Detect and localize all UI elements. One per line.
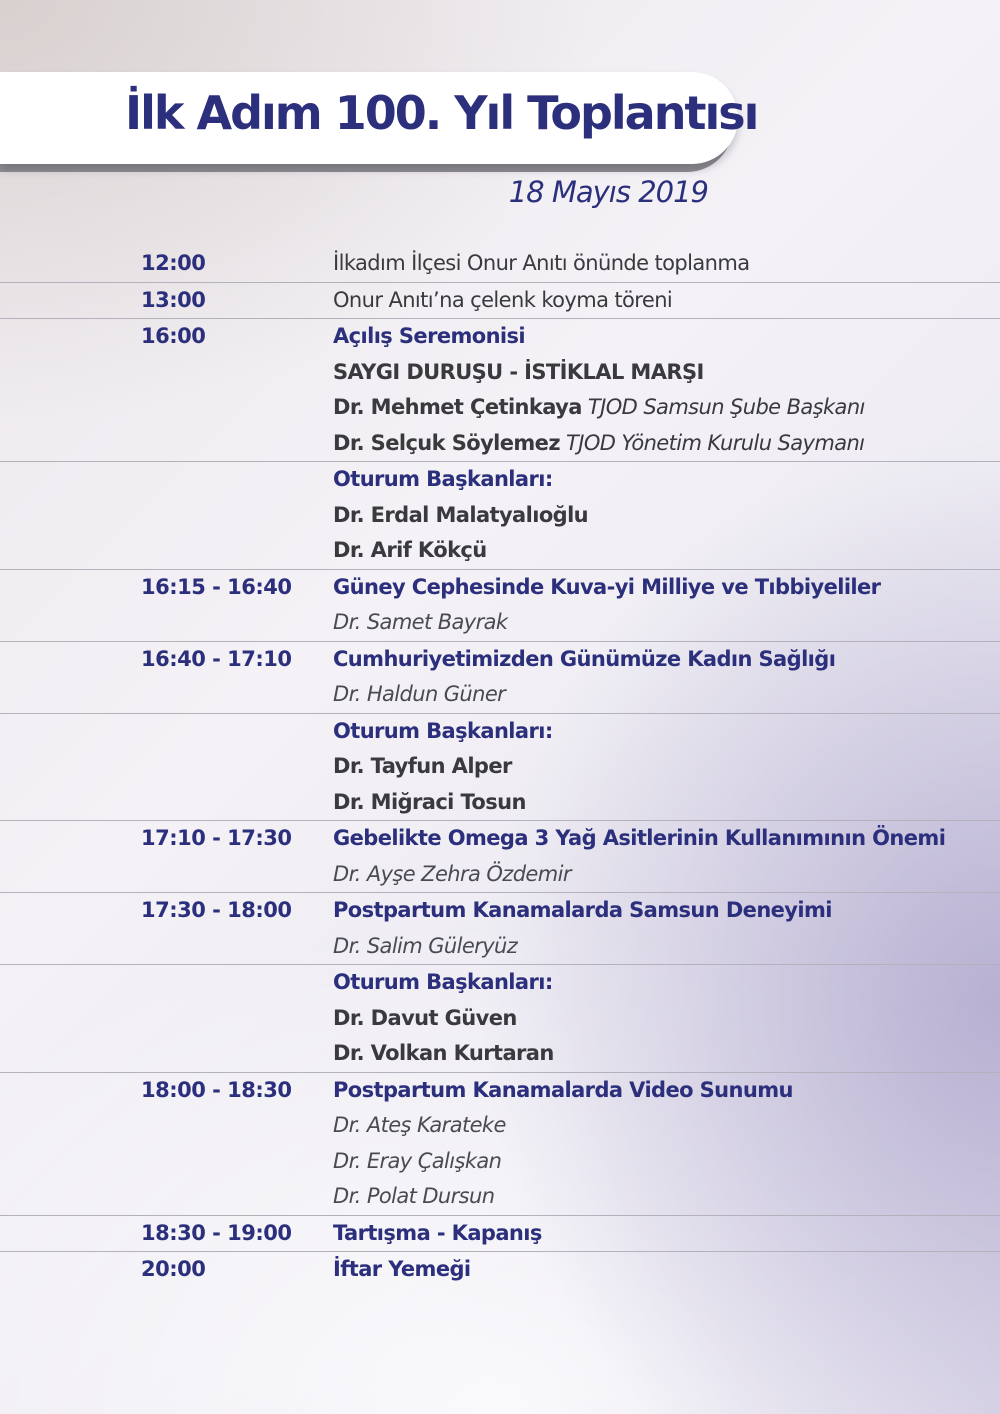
- participant-name: Dr. Volkan Kurtaran: [333, 1041, 554, 1065]
- session-title: Oturum Başkanları:: [333, 718, 553, 743]
- schedule-line: [0, 1179, 1000, 1215]
- schedule-line: [0, 426, 1000, 462]
- session-title: Gebelikte Omega 3 Yağ Asitlerinin Kullanımının Önemi: [333, 826, 946, 850]
- schedule-row: [0, 714, 1000, 822]
- schedule-row: [0, 1216, 1000, 1253]
- session-title: Açılış Seremonisi: [333, 324, 526, 348]
- speaker-name: Dr. Samet Bayrak: [333, 610, 508, 634]
- activity-text: İlkadım İlçesi Onur Anıtı önünde toplanma: [333, 251, 750, 275]
- schedule-line: [0, 498, 1000, 534]
- participant-name: SAYGI DURUŞU - İSTİKLAL MARŞI: [333, 359, 704, 384]
- schedule-line: [0, 677, 1000, 713]
- schedule-row: [0, 462, 1000, 570]
- schedule-row: [0, 1073, 1000, 1216]
- schedule-row: [0, 319, 1000, 462]
- session-title: Postpartum Kanamalarda Video Sunumu: [333, 1077, 793, 1102]
- schedule-line: [0, 462, 1000, 498]
- page-title: İlk Adım 100. Yıl Toplantısı: [125, 86, 758, 140]
- schedule-line: [0, 1108, 1000, 1144]
- schedule-line: [0, 246, 1000, 282]
- schedule-line: [0, 714, 1000, 750]
- session-time: 18:00 - 18:30: [141, 1077, 292, 1102]
- schedule-row: [0, 893, 1000, 965]
- session-title: Oturum Başkanları:: [333, 467, 553, 491]
- speaker-entry: [333, 390, 865, 426]
- schedule-line: [0, 390, 1000, 426]
- speaker-name: Dr. Salim Güleryüz: [333, 933, 518, 958]
- activity-text: Onur Anıtı’na çelenk koyma töreni: [333, 287, 673, 312]
- schedule-row: [0, 246, 1000, 283]
- session-title: Postpartum Kanamalarda Samsun Deneyimi: [333, 898, 832, 922]
- session-time: 20:00: [141, 1257, 206, 1281]
- session-time: 13:00: [141, 287, 206, 312]
- schedule-row: [0, 283, 1000, 320]
- session-title: Cumhuriyetimizden Günümüze Kadın Sağlığı: [333, 646, 836, 671]
- schedule-line: [0, 1036, 1000, 1072]
- schedule-line: [0, 570, 1000, 606]
- participant-name: Dr. Erdal Malatyalıoğlu: [333, 502, 589, 527]
- participant-name: Dr. Davut Güven: [333, 1005, 517, 1030]
- session-time: 17:10 - 17:30: [141, 826, 292, 850]
- speaker-role: TJOD Yönetim Kurulu Saymanı: [566, 430, 865, 455]
- session-time: 16:00: [141, 324, 206, 348]
- session-time: 16:15 - 16:40: [141, 574, 292, 599]
- session-title: İftar Yemeği: [333, 1257, 471, 1281]
- speaker-name: Dr. Ateş Karateke: [333, 1113, 506, 1137]
- speaker-name: Dr. Eray Çalışkan: [333, 1148, 502, 1173]
- schedule-line: [0, 965, 1000, 1001]
- schedule-line: [0, 1252, 1000, 1288]
- schedule-row: [0, 1252, 1000, 1288]
- schedule-line: [0, 785, 1000, 821]
- schedule-row: [0, 821, 1000, 893]
- schedule-line: [0, 533, 1000, 569]
- speaker-entry: [333, 426, 864, 462]
- session-title: Güney Cephesinde Kuva-yi Milliye ve Tıbbiyeliler: [333, 574, 881, 599]
- speaker-role: TJOD Samsun Şube Başkanı: [587, 395, 865, 419]
- schedule-line: [0, 821, 1000, 857]
- schedule-line: [0, 642, 1000, 678]
- schedule-line: [0, 929, 1000, 965]
- schedule-line: [0, 893, 1000, 929]
- schedule-line: [0, 605, 1000, 641]
- schedule-line: [0, 1001, 1000, 1037]
- schedule-line: [0, 1216, 1000, 1252]
- speaker-name: Dr. Haldun Güner: [333, 682, 506, 706]
- event-date: 18 Mayıs 2019: [508, 175, 708, 209]
- schedule-line: [0, 1073, 1000, 1109]
- speaker-name: Dr. Ayşe Zehra Özdemir: [333, 861, 571, 886]
- schedule-line: [0, 749, 1000, 785]
- session-title: Oturum Başkanları:: [333, 970, 553, 994]
- session-time: 17:30 - 18:00: [141, 898, 292, 922]
- speaker-name: Dr. Polat Dursun: [333, 1184, 495, 1208]
- schedule-line: [0, 1144, 1000, 1180]
- schedule-line: [0, 319, 1000, 355]
- session-time: 16:40 - 17:10: [141, 646, 292, 671]
- schedule-row: [0, 965, 1000, 1073]
- participant-name: Dr. Arif Kökçü: [333, 538, 487, 562]
- speaker-name: Dr. Selçuk Söylemez: [333, 430, 560, 455]
- schedule-line: [0, 355, 1000, 391]
- schedule-row: [0, 570, 1000, 642]
- schedule-line: [0, 283, 1000, 319]
- session-time: 12:00: [141, 251, 206, 275]
- session-time: 18:30 - 19:00: [141, 1220, 292, 1245]
- speaker-name: Dr. Mehmet Çetinkaya: [333, 395, 582, 419]
- session-title: Tartışma - Kapanış: [333, 1220, 542, 1245]
- participant-name: Dr. Miğraci Tosun: [333, 789, 526, 814]
- schedule-list: [0, 246, 1000, 1288]
- schedule-row: [0, 642, 1000, 714]
- participant-name: Dr. Tayfun Alper: [333, 754, 512, 778]
- schedule-line: [0, 857, 1000, 893]
